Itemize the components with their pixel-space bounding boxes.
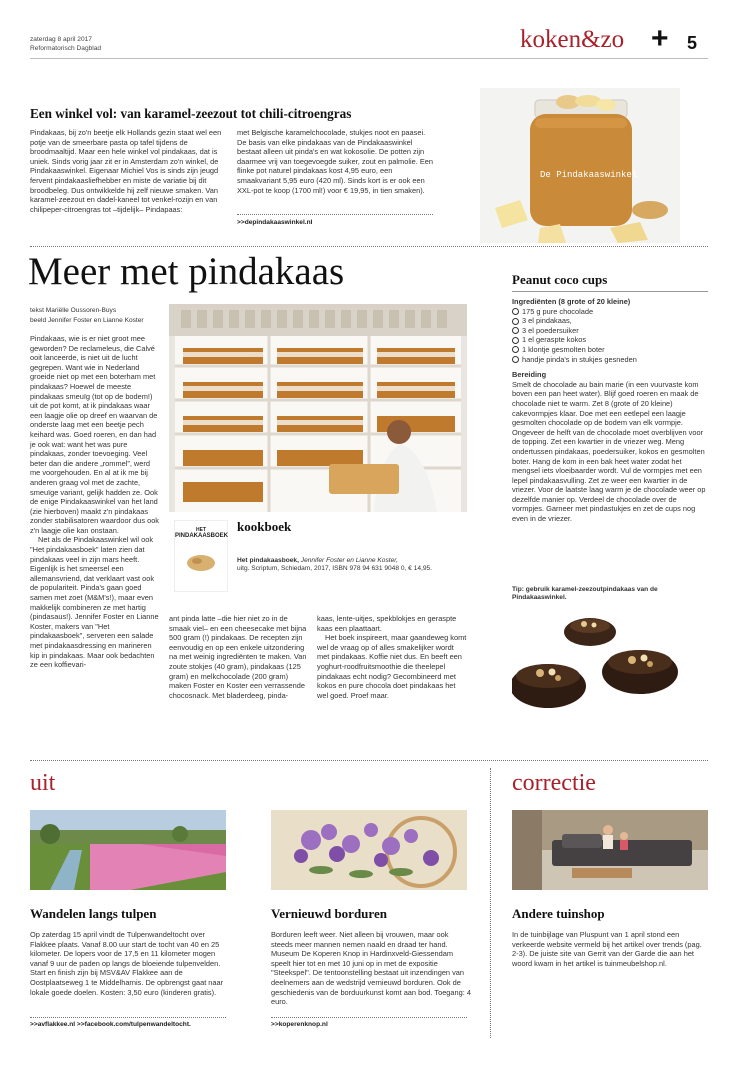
uit-a-text: Op zaterdag 15 april vindt de Tulpenwandeltocht over Flakkee plaats. Vanaf 8.00 uur start de tocht van 40 en 25 kilometer. De lopers voor de 17,5 en 11 kilometer mogen vanaf 9 uur de paden op langs de bloeiende tulpenvelden. Start en finish zijn bij MSV&AV Flakkee aan de Oostplaatseweg 1 te Middelharnis. De opbrengst gaat naar lokale goede doelen. Kosten: 3,50 euro (kinderen gratis).	[30, 930, 224, 997]
book-details: uitg. Scriptum, Schiedam, 2017, ISBN 978 94 631 9048 0, € 14,95.	[237, 565, 433, 573]
shop-link[interactable]: >>depindakaaswinkel.nl	[237, 219, 313, 226]
page-number: 5	[687, 33, 698, 53]
ingredient-item: 1 klontje gesmolten boter	[512, 345, 708, 355]
garden-photo	[512, 810, 708, 890]
uit-a-title: Wandelen langs tulpen	[30, 906, 157, 921]
main-col3-p2: Het boek inspireert, maar gaandeweg komt wel de vraag op of alles smakelijker wordt met pindakaas. Koffie niet dus. En beeft een yoghurt-roodfruitsmoothie die theelepel pindakaas echt nodig? Gecombineerd met kokos en pure chocola doet pindakaas het wel goed. Proef maar.	[317, 633, 467, 700]
main-col3	[317, 614, 467, 700]
correctie-title: Andere tuinshop	[512, 906, 605, 921]
uit-b-link-rule	[271, 1017, 467, 1018]
recipe-body	[512, 297, 708, 524]
section-divider	[30, 246, 708, 247]
main-col1-p1: Pindakaas, wie is er niet groot mee geworden? De reclameleus, die Calvé ooit lanceerde, is niet uit de lucht gegrepen. Want wie in Nederland groeide niet op met een boterham met pindakaas? Hoewel de meeste pindakaas smeuïg (tot op de bodem!) uit de pot komt, at ik pindakaas waar een laagje olie op dreef en waarvan de onderste laag met een beetje pech keihard was. Goed roeren, en dan had je ook wat: want het was pure pindakaas, zonder toevoeging. Veel beter dan die andere „rommel”, werd me voorgehouden. En al at ik me bij anderen graag vol met de zachte, smeuïge variant, gelijk hadden ze. Ook de enige Pindakaaswinkel van het land (zie hierboven) maakt z'n pindakaas zonder stabilisatoren waardoor dus ook z'n laagje olie kan onstaan.	[30, 334, 160, 535]
column-divider	[490, 768, 491, 1038]
main-col1-p2: Net als de Pindakaaswinkel wil ook "Het pindakaasboek" laten zien dat pindakaas veel in zijn mars heeft. Eigenlijk is het smeersel een allemansvriend, dat verklaart vast ook de populariteit. Pinda's gaan goed samen met zoet (M&M's!), maar even makkelijk combineren ze met hartig (pindasaus!). Jennifer Foster en Lianne Koster, makers van "Het pindakaasboek", serveren een salade met pindakaasdressing en marineren kip in pindakaas. Maar ook bedachten ze een koffievari-	[30, 535, 159, 670]
book-heading: kookboek	[237, 519, 292, 534]
uit-a-link-rule	[30, 1017, 226, 1018]
book-cover-title: PINDAKAASBOEK	[175, 533, 229, 539]
ingredient-item: 3 el pindakaas,	[512, 316, 708, 326]
shop-col2: met Belgische karamelchocolade, stukjes noot en paasei. De basis van elke pindakaas van de Pindakaaswinkel bestaat alleen uit pinda's en wat kokosolie. De potten zijn daarmee vrij van toegevoegde suiker, zout en palmolie. Een flinke pot naturel pindakaas kost 4,95 euro, een smaakvariant 5,95 euro (420 ml). Sinds kort is er ook een XXL-pot te koop (1700 ml!) voor € 19,95, in tien smaken).	[237, 128, 433, 195]
prep-text: Smelt de chocolade au bain marie (in een vuurvaste kom boven een pan heet water). Blijf goed roeren en maak de chocolade niet te warm. Zet 8 (grote of 20 kleine) cakevormpjes klaar. Doe met een eetlepel een laagje gesmolten chocolade op de bodem van elk vormpje. Ongeveer de helft van de chocolade moet overblijven voor de topping. Zet een kwartier in de vriezer weg. Meng ondertussen pindakaas, poedersuiker, kokos en gesmolten boter. Hang de kom in een bak heet water zodat het mengsel iets vloeibaarder wordt. Vul de vormpjes met een lepel pindakaasvulling. Zet ze weer een kwartier in de vriezer. Voor de laatste laag warm je de chocolade weer op dezelfde manier op. Verdeel de chocolade over de vormpjes. Garneer met pindastukjes en zet de cups nog even in de vriezer.	[512, 379, 706, 524]
uit-a-link[interactable]: >>avflakkee.nl >>facebook.com/tulpenwandeltocht.	[30, 1021, 191, 1028]
uit-b-title: Vernieuwd borduren	[271, 906, 387, 921]
shop-photo	[169, 304, 467, 512]
book-info	[237, 557, 467, 574]
uit-b-link[interactable]: >>koperenknop.nl	[271, 1021, 328, 1028]
bottom-divider	[30, 760, 708, 761]
shop-link-rule	[237, 214, 433, 215]
section-title: koken&zo	[520, 26, 625, 53]
ingredient-item: 3 el poedersuiker	[512, 326, 708, 336]
embroidery-photo	[271, 810, 467, 890]
recipe-tip: Tip: gebruik karamel-zeezoutpindakaas van de Pindakaaswinkel.	[512, 586, 658, 602]
shop-col1: Pindakaas, bij zo'n beetje elk Hollands gezin staat wel een potje van de smeerbare pasta op tafel tijdens de broodmaaltijd. Maar een hele winkel vol pindakaas, dat is uniek. Sinds vorig jaar zit er in Amsterdam zo'n winkel, de Pindakaaswinkel. Eigenaar Michiel Vos is sinds zijn jeugd fervent pindakaasliefhebber en miste de variatie bij dit broodbeleg. Dus ontwikkelde hij zelf nieuwe smaken. Van karamel-zeezout en dadel-kaneel tot venkel-rozijn en van chilipeper-citroengras tot –tijdelijk– Pindapaas:	[30, 128, 222, 214]
ingredients-heading: Ingrediënten (8 grote of 20 kleine)	[512, 297, 631, 306]
credit-text: tekst Mariëlle Oussoren-Buys	[30, 307, 117, 314]
shop-title: Een winkel vol: van karamel-zeezout tot chili-citroengras	[30, 106, 352, 121]
uit-label: uit	[30, 770, 56, 796]
correctie-label: correctie	[512, 770, 596, 796]
prep-heading: Bereiding	[512, 370, 547, 380]
book-cover-top: HET	[196, 527, 206, 533]
uit-b-text: Borduren leeft weer. Niet alleen bij vrouwen, maar ook steeds meer mannen nemen naald en draad ter hand. Museum De Koperen Knop in Hardinxveld-Giessendam speelt hier tot en met 10 juni op in met de expositie "Steekspel". De tentoonstelling bestaat uit inzendingen van deelnemers aan de wedstrijd vernieuwd borduren. Ook de geschiedenis van de borduurkunst komt aan bod. Toegang: 4 euro.	[271, 930, 471, 1007]
correctie-text: In de tuinbijlage van Pluspunt van 1 april stond een verkeerde website vermeld bij het artikel over trends (pag. 2-3). De juiste site van Gerrit van der Garde die aan het woord kwam in het artikel is tuinmeubelshop.nl.	[512, 930, 702, 968]
jar-label: De Pindakaaswinkel	[540, 170, 638, 180]
main-col1	[30, 334, 162, 670]
header-paper: Reformatorisch Dagblad	[30, 45, 102, 52]
ingredient-item: 175 g pure chocolade	[512, 307, 708, 317]
main-title: Meer met pindakaas	[28, 250, 345, 293]
credit-photo: beeld Jennifer Foster en Lianne Koster	[30, 317, 144, 324]
book-cover	[174, 520, 228, 592]
ingredient-item: 1 el geraspte kokos	[512, 335, 708, 345]
recipe-rule	[512, 291, 708, 292]
plus-icon: +	[651, 22, 669, 55]
tulip-photo	[30, 810, 226, 890]
ingredients-list	[512, 307, 708, 365]
header-date: zaterdag 8 april 2017	[30, 36, 92, 43]
book-title: Het pindakaasboek,	[237, 557, 299, 564]
recipe-title: Peanut coco cups	[512, 272, 608, 287]
main-col2: ant pinda latte –die hier niet zo in de smaak viel– en een cheesecake met bijna 500 gram (!) pindakaas. De recepten zijn eenvoudig en op een enkele uitzondering na met weinig ingrediënten te maken. Van zoute stokjes (40 gram), pindakaas (125 gram) en melkchocolade (200 gram) maken Foster en Koster een verrassende chocosnack. Met bladerdeeg, pinda-	[169, 614, 307, 700]
coco-cups-photo	[512, 610, 708, 735]
book-authors: Jennifer Foster en Lianne Koster,	[300, 557, 398, 564]
ingredient-item: handje pinda's in stukjes gesneden	[512, 355, 708, 365]
jar-photo	[480, 88, 680, 243]
main-col3-p1: kaas, lente-uitjes, spekblokjes en geraspte kaas een plaattaart.	[317, 614, 457, 633]
header-rule	[30, 58, 708, 59]
